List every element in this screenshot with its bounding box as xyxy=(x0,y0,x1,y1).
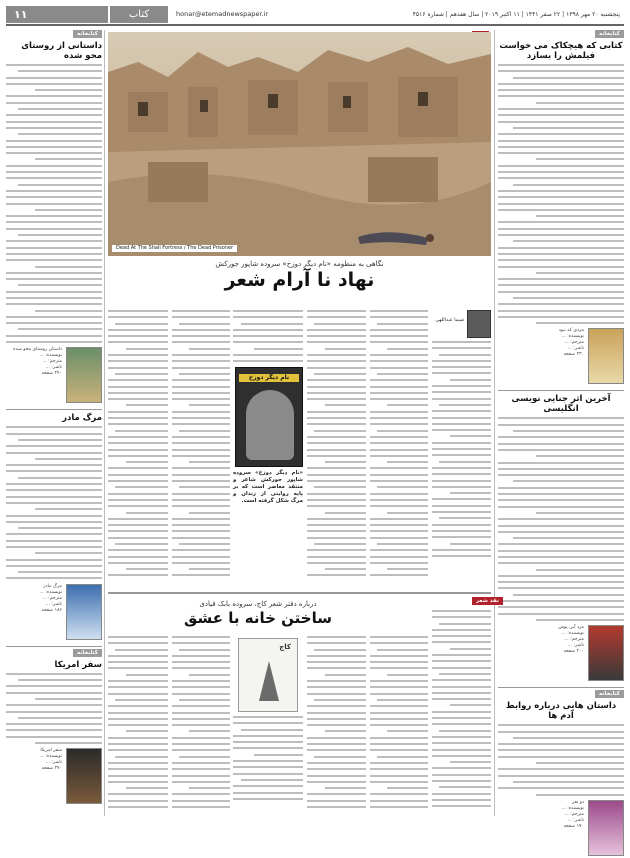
masthead-rule xyxy=(6,24,624,26)
book-meta: نویسنده: ... xyxy=(561,334,584,340)
column-rule xyxy=(104,30,105,816)
bottom-article-col-1 xyxy=(432,610,491,814)
book-meta: مترجم: ... xyxy=(42,595,62,601)
divider xyxy=(6,409,102,410)
pine-tree-icon xyxy=(259,661,279,701)
top-article-kicker: نگاهی به منظومه «نام دیگر دوزخ» سروده شاپور جورکش xyxy=(215,260,384,268)
pull-quote: «نام دیگر دوزخ» سروده شاپور جورکش شاعر و منتقد معاصر است که بر پایه روایتی از زندان و مرگ شکل گرفته است. xyxy=(233,469,303,504)
left-story1-book xyxy=(6,347,102,405)
top-article-col-5 xyxy=(172,310,230,588)
book-meta: دو نفر xyxy=(572,799,584,805)
book-cover xyxy=(588,328,624,384)
article-text xyxy=(370,310,428,576)
divider xyxy=(6,646,102,647)
bottom-article-col-2 xyxy=(370,636,428,814)
book-meta: ناشر: ... xyxy=(567,643,584,649)
book-meta: ۲۷۰ صفحه xyxy=(41,766,62,772)
left-column xyxy=(6,30,102,816)
article-text xyxy=(172,636,230,808)
portrait-icon xyxy=(246,390,294,460)
book-cover xyxy=(66,584,102,640)
right-story1-body xyxy=(498,64,624,324)
article-text xyxy=(432,341,491,557)
right-story2-book xyxy=(498,625,624,683)
left-story3-body xyxy=(6,673,102,744)
divider xyxy=(498,687,624,688)
book-meta: ۲۰۰ صفحه xyxy=(563,649,584,655)
top-article-col-4 xyxy=(233,310,303,588)
bottom-article-col-5 xyxy=(172,636,230,814)
article-text xyxy=(432,610,491,807)
left-story3-title: سفر امریکا xyxy=(54,659,102,670)
top-article-col-3 xyxy=(307,310,366,588)
book-cover xyxy=(66,748,102,804)
book-cover xyxy=(588,625,624,681)
book-meta: مرگ مادر xyxy=(43,583,62,589)
book-meta: ۱۸۶ صفحه xyxy=(41,607,62,613)
left-story2-title: مرگ مادر xyxy=(62,413,102,424)
right-story1-title: کتابی که هیچکاک می خواست فیلمش را بسازد xyxy=(499,41,623,61)
photo-caption: Dead At The Shali Fortress / The Dead Prisoner xyxy=(112,245,237,252)
book-meta: مترجم: ... xyxy=(564,637,584,643)
left-story3-book xyxy=(6,748,102,806)
book-meta: ۱۷۰ صفحه xyxy=(563,823,584,829)
left-story2-book xyxy=(6,584,102,642)
bottom-article-col-6 xyxy=(108,636,168,814)
book-meta: داستان روستای محو شده xyxy=(13,347,62,353)
right-column-tag: کتابخانه xyxy=(595,30,624,38)
bottom-article-title: ساختن خانه با عشق xyxy=(184,609,332,627)
section-email[interactable]: honar@etemadnewspaper.ir xyxy=(176,10,269,18)
page-number: ۱۱ xyxy=(6,6,108,23)
book-cover-nam-digar-doozakh xyxy=(235,367,303,467)
book-cover xyxy=(66,347,102,403)
book-meta: نویسنده: ... xyxy=(561,631,584,637)
book-meta: مترجم: ... xyxy=(42,359,62,365)
book-meta: ناشر: ... xyxy=(45,760,62,766)
right-story3-book xyxy=(498,800,624,858)
book-meta: ۲۳۰ صفحه xyxy=(563,352,584,358)
author-name: شیما عبداللهی xyxy=(435,318,464,323)
bottom-article-col-3 xyxy=(307,636,366,814)
book-cover-kaj xyxy=(238,638,298,712)
masthead xyxy=(6,6,624,23)
column-rule xyxy=(494,30,495,816)
ruins-photo-illustration xyxy=(108,32,491,256)
top-article-headline xyxy=(108,260,491,291)
left-story1-title: داستانی از روستای محو شده xyxy=(21,41,102,61)
right-story3-title: داستان هایی درباره روابط آدم ها xyxy=(505,701,617,722)
left-column-tag: کتابخانه xyxy=(73,30,102,38)
book-meta: مترجم: ... xyxy=(564,340,584,346)
book-cover-title: نام دیگر دوزخ xyxy=(239,374,299,382)
bottom-article-headline xyxy=(108,600,408,627)
book-meta: ۲۴۰ صفحه xyxy=(41,371,62,377)
article-text xyxy=(307,310,366,576)
book-meta: ناشر: ... xyxy=(45,365,62,371)
author-box xyxy=(432,310,491,338)
article-text xyxy=(233,310,303,362)
bottom-article-col-4 xyxy=(233,636,303,814)
bottom-article-tag: نقد شعر xyxy=(472,597,503,605)
book-meta: نویسنده: ... xyxy=(39,589,62,595)
book-meta: نویسنده: ... xyxy=(561,805,584,811)
right-story3-tag: کتابخانه xyxy=(595,690,624,698)
top-article-col-6 xyxy=(108,310,168,588)
article-divider xyxy=(108,592,491,594)
section-label: کتاب xyxy=(108,6,168,23)
article-text xyxy=(108,310,168,576)
top-article-col-2 xyxy=(370,310,428,588)
divider xyxy=(498,390,624,391)
book-cover-title: کاج xyxy=(279,643,291,651)
article-text xyxy=(307,636,366,808)
date-line: پنجشنبه ۲۰ مهر ۱۳۹۸ | ۲۲ صفر ۱۴۴۱ | ۱۱ اکتبر ۲۰۱۹ | سال هفدهم | شماره ۴۵۱۶ xyxy=(412,11,620,18)
article-text xyxy=(108,636,168,808)
book-meta: ناشر: ... xyxy=(567,346,584,352)
book-meta: سفر امریکا xyxy=(40,748,62,754)
right-story2-body xyxy=(498,417,624,621)
top-article-col-1 xyxy=(432,310,491,588)
article-text xyxy=(370,636,428,808)
right-story2-title: آخرین اثر جنایی نویسی انگلیسی xyxy=(511,394,611,415)
article-text xyxy=(233,716,303,800)
book-cover xyxy=(588,800,624,856)
book-meta: ناشر: ... xyxy=(567,817,584,823)
left-story2-body xyxy=(6,426,102,579)
author-photo xyxy=(467,310,491,338)
bottom-article-kicker: درباره دفتر شعر کاج، سروده بابک قیادی xyxy=(199,600,317,608)
left-story1-body xyxy=(6,64,102,343)
lead-photo xyxy=(108,32,491,256)
top-article-title: نهاد نا آرام شعر xyxy=(224,269,375,291)
book-meta: نویسنده: ... xyxy=(39,353,62,359)
left-story3-tag: کتابخانه xyxy=(73,649,102,657)
right-column xyxy=(498,30,624,829)
right-story3-body xyxy=(498,724,624,795)
book-meta: ناشر: ... xyxy=(45,601,62,607)
article-text xyxy=(172,310,230,576)
book-meta: مردی که نبود xyxy=(558,328,584,334)
book-meta: مترجم: ... xyxy=(564,811,584,817)
book-meta: مرد آبی پوش xyxy=(558,625,584,631)
book-meta: نویسنده: ... xyxy=(39,754,62,760)
right-story1-book xyxy=(498,328,624,386)
